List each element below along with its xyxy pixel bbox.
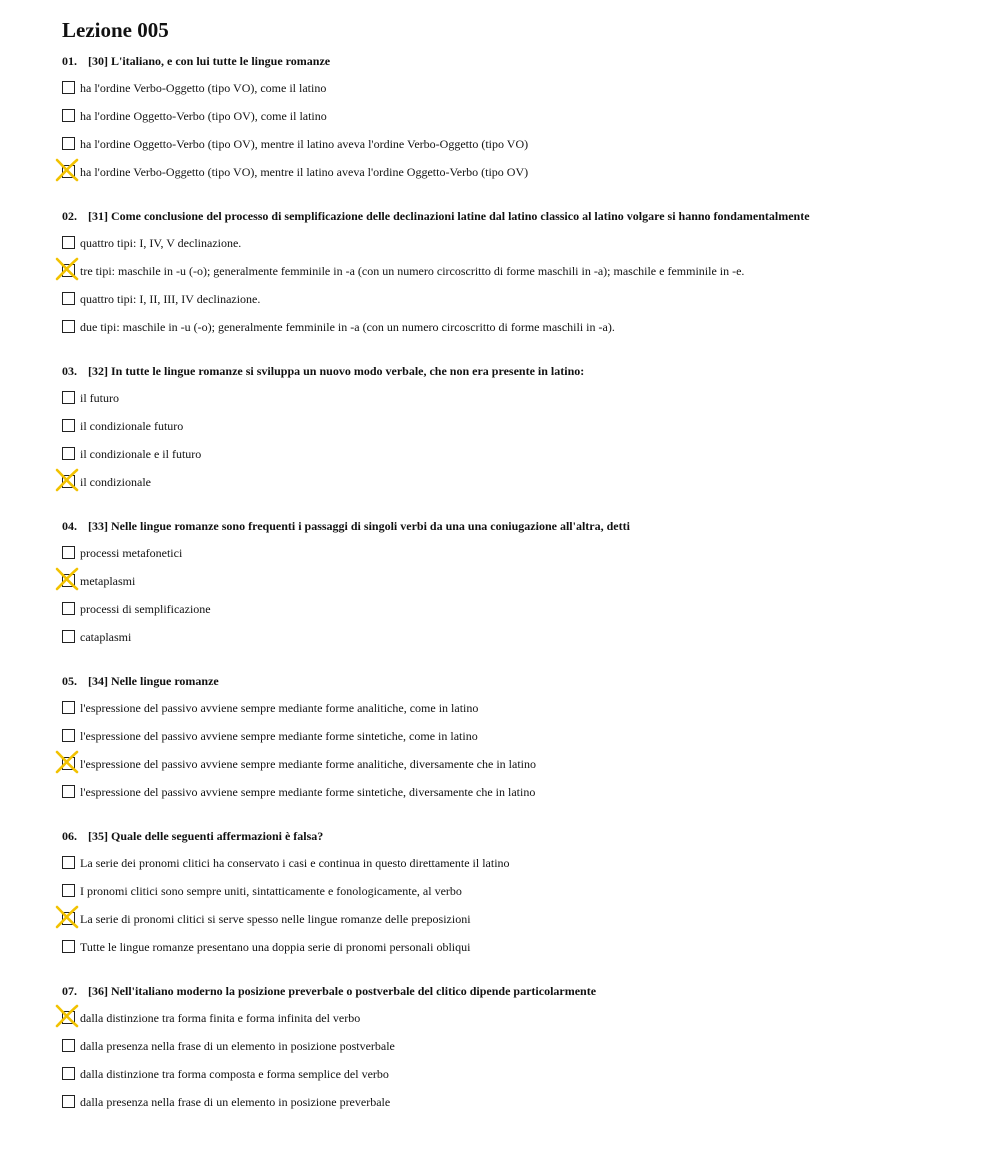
answer-checkbox[interactable] [62,1095,75,1108]
question-spacer [62,645,962,662]
answer-checkbox[interactable] [62,292,75,305]
question-heading [62,984,962,998]
question-number: 01. [62,54,77,68]
answer-option[interactable] [62,291,962,307]
answer-checkbox[interactable] [62,320,75,333]
question-spacer [62,180,962,197]
answer-option[interactable] [62,1010,962,1026]
page-title: Lezione 005 [62,18,169,42]
answer-option-text: processi metafonetici [80,546,183,560]
answer-option-text: tre tipi: maschile in -u (-o); generalmente femminile in -a (con un numero circoscritto di forme maschili in -a); maschile e femminile in -e. [80,264,745,278]
question-spacer [62,955,962,972]
answer-checkbox[interactable] [62,602,75,615]
question-number: 05. [62,674,77,688]
answer-checkbox[interactable] [62,447,75,460]
answer-option-text: dalla distinzione tra forma composta e forma semplice del verbo [80,1067,389,1081]
answer-option-text: dalla distinzione tra forma finita e forma infinita del verbo [80,1011,361,1025]
question-number: 02. [62,209,77,223]
answer-option[interactable] [62,390,962,406]
question-heading [62,829,962,843]
answer-checkbox[interactable] [62,391,75,404]
answer-option[interactable] [62,911,962,927]
answer-option[interactable] [62,1066,962,1082]
answer-option-text: processi di semplificazione [80,602,211,616]
answer-checkbox[interactable] [62,1039,75,1052]
answer-checkbox[interactable] [62,630,75,643]
answer-checkbox[interactable] [62,757,75,770]
answer-checkbox[interactable] [62,701,75,714]
answer-option[interactable] [62,756,962,772]
answer-option-text: Tutte le lingue romanze presentano una doppia serie di pronomi personali obliqui [80,940,471,954]
question-text: [34] Nelle lingue romanze [88,674,219,688]
answer-checkbox[interactable] [62,940,75,953]
answer-checkbox[interactable] [62,1067,75,1080]
answer-option-text: il condizionale [80,475,151,489]
answer-checkbox[interactable] [62,165,75,178]
question-spacer [62,335,962,352]
question-text: [33] Nelle lingue romanze sono frequenti i passaggi di singoli verbi da una una coniugazione all'altra, detti [88,519,630,533]
answer-option[interactable] [62,164,962,180]
question-heading [62,674,962,688]
answer-option[interactable] [62,446,962,462]
question-text: [31] Come conclusione del processo di semplificazione delle declinazioni latine dal latino classico al latino volgare si hanno fondamentalmente [88,209,810,223]
answer-option[interactable] [62,80,962,96]
question-heading [62,54,962,68]
answer-option[interactable] [62,235,962,251]
answer-option[interactable] [62,108,962,124]
answer-option-text: l'espressione del passivo avviene sempre mediante forme sintetiche, come in latino [80,729,478,743]
answer-option-text: due tipi: maschile in -u (-o); generalmente femminile in -a (con un numero circoscritto di forme maschili in -a). [80,320,615,334]
answer-option-text: ha l'ordine Verbo-Oggetto (tipo VO), come il latino [80,81,327,95]
question-text: [35] Quale delle seguenti affermazioni è falsa? [88,829,324,843]
question-3 [62,335,962,490]
question-spacer [62,800,962,817]
answer-option-text: I pronomi clitici sono sempre uniti, sintatticamente e fonologicamente, al verbo [80,884,462,898]
question-text: [32] In tutte le lingue romanze si sviluppa un nuovo modo verbale, che non era presente in latino: [88,364,585,378]
answer-option-text: il futuro [80,391,119,405]
answer-option[interactable] [62,629,962,645]
answer-option[interactable] [62,474,962,490]
answer-option[interactable] [62,263,962,279]
question-7 [62,955,962,1110]
answer-option[interactable] [62,601,962,617]
answer-option[interactable] [62,418,962,434]
answer-option-text: metaplasmi [80,574,136,588]
question-text: [30] L'italiano, e con lui tutte le lingue romanze [88,54,331,68]
answer-option-text: La serie di pronomi clitici si serve spesso nelle lingue romanze delle preposizioni [80,912,471,926]
question-4 [62,490,962,645]
answer-option-text: quattro tipi: I, II, III, IV declinazione. [80,292,261,306]
question-number: 04. [62,519,77,533]
answer-option-text: l'espressione del passivo avviene sempre mediante forme sintetiche, diversamente che in latino [80,785,536,799]
answer-option[interactable] [62,728,962,744]
question-heading [62,209,962,223]
question-number: 03. [62,364,77,378]
answer-option[interactable] [62,136,962,152]
answer-option[interactable] [62,700,962,716]
answer-option-text: dalla presenza nella frase di un elemento in posizione preverbale [80,1095,391,1109]
answer-option-text: La serie dei pronomi clitici ha conservato i casi e continua in questo direttamente il latino [80,856,510,870]
answer-option[interactable] [62,1038,962,1054]
question-1 [62,54,962,180]
quiz-page [62,18,962,1110]
answer-checkbox[interactable] [62,546,75,559]
answer-checkbox[interactable] [62,419,75,432]
question-list [62,54,962,1110]
answer-checkbox[interactable] [62,236,75,249]
answer-checkbox[interactable] [62,1011,75,1024]
answer-option-text: l'espressione del passivo avviene sempre mediante forme analitiche, diversamente che in latino [80,757,536,771]
answer-checkbox[interactable] [62,729,75,742]
answer-checkbox[interactable] [62,856,75,869]
question-number: 06. [62,829,77,843]
answer-checkbox[interactable] [62,785,75,798]
answer-option-text: ha l'ordine Oggetto-Verbo (tipo OV), come il latino [80,109,327,123]
answer-option-text: il condizionale futuro [80,419,184,433]
question-number: 07. [62,984,77,998]
question-2 [62,180,962,335]
answer-option[interactable] [62,883,962,899]
answer-option-text: cataplasmi [80,630,132,644]
answer-checkbox[interactable] [62,912,75,925]
answer-option-text: ha l'ordine Verbo-Oggetto (tipo VO), mentre il latino aveva l'ordine Oggetto-Verbo (tipo OV) [80,165,529,179]
question-6 [62,800,962,955]
question-5 [62,645,962,800]
question-heading [62,364,962,378]
answer-option-text: l'espressione del passivo avviene sempre mediante forme analitiche, come in latino [80,701,479,715]
answer-checkbox[interactable] [62,137,75,150]
answer-option[interactable] [62,939,962,955]
answer-option[interactable] [62,319,962,335]
answer-checkbox[interactable] [62,109,75,122]
answer-option[interactable] [62,573,962,589]
answer-checkbox[interactable] [62,81,75,94]
answer-checkbox[interactable] [62,884,75,897]
answer-option-text: quattro tipi: I, IV, V declinazione. [80,236,242,250]
answer-option-text: ha l'ordine Oggetto-Verbo (tipo OV), mentre il latino aveva l'ordine Verbo-Oggetto (tipo VO) [80,137,529,151]
question-spacer [62,490,962,507]
answer-option[interactable] [62,855,962,871]
answer-checkbox[interactable] [62,574,75,587]
answer-option-text: il condizionale e il futuro [80,447,202,461]
question-text: [36] Nell'italiano moderno la posizione preverbale o postverbale del clitico dipende particolarmente [88,984,597,998]
answer-option[interactable] [62,545,962,561]
answer-checkbox[interactable] [62,475,75,488]
answer-option[interactable] [62,784,962,800]
answer-option[interactable] [62,1094,962,1110]
answer-checkbox[interactable] [62,264,75,277]
answer-option-text: dalla presenza nella frase di un elemento in posizione postverbale [80,1039,395,1053]
question-heading [62,519,962,533]
